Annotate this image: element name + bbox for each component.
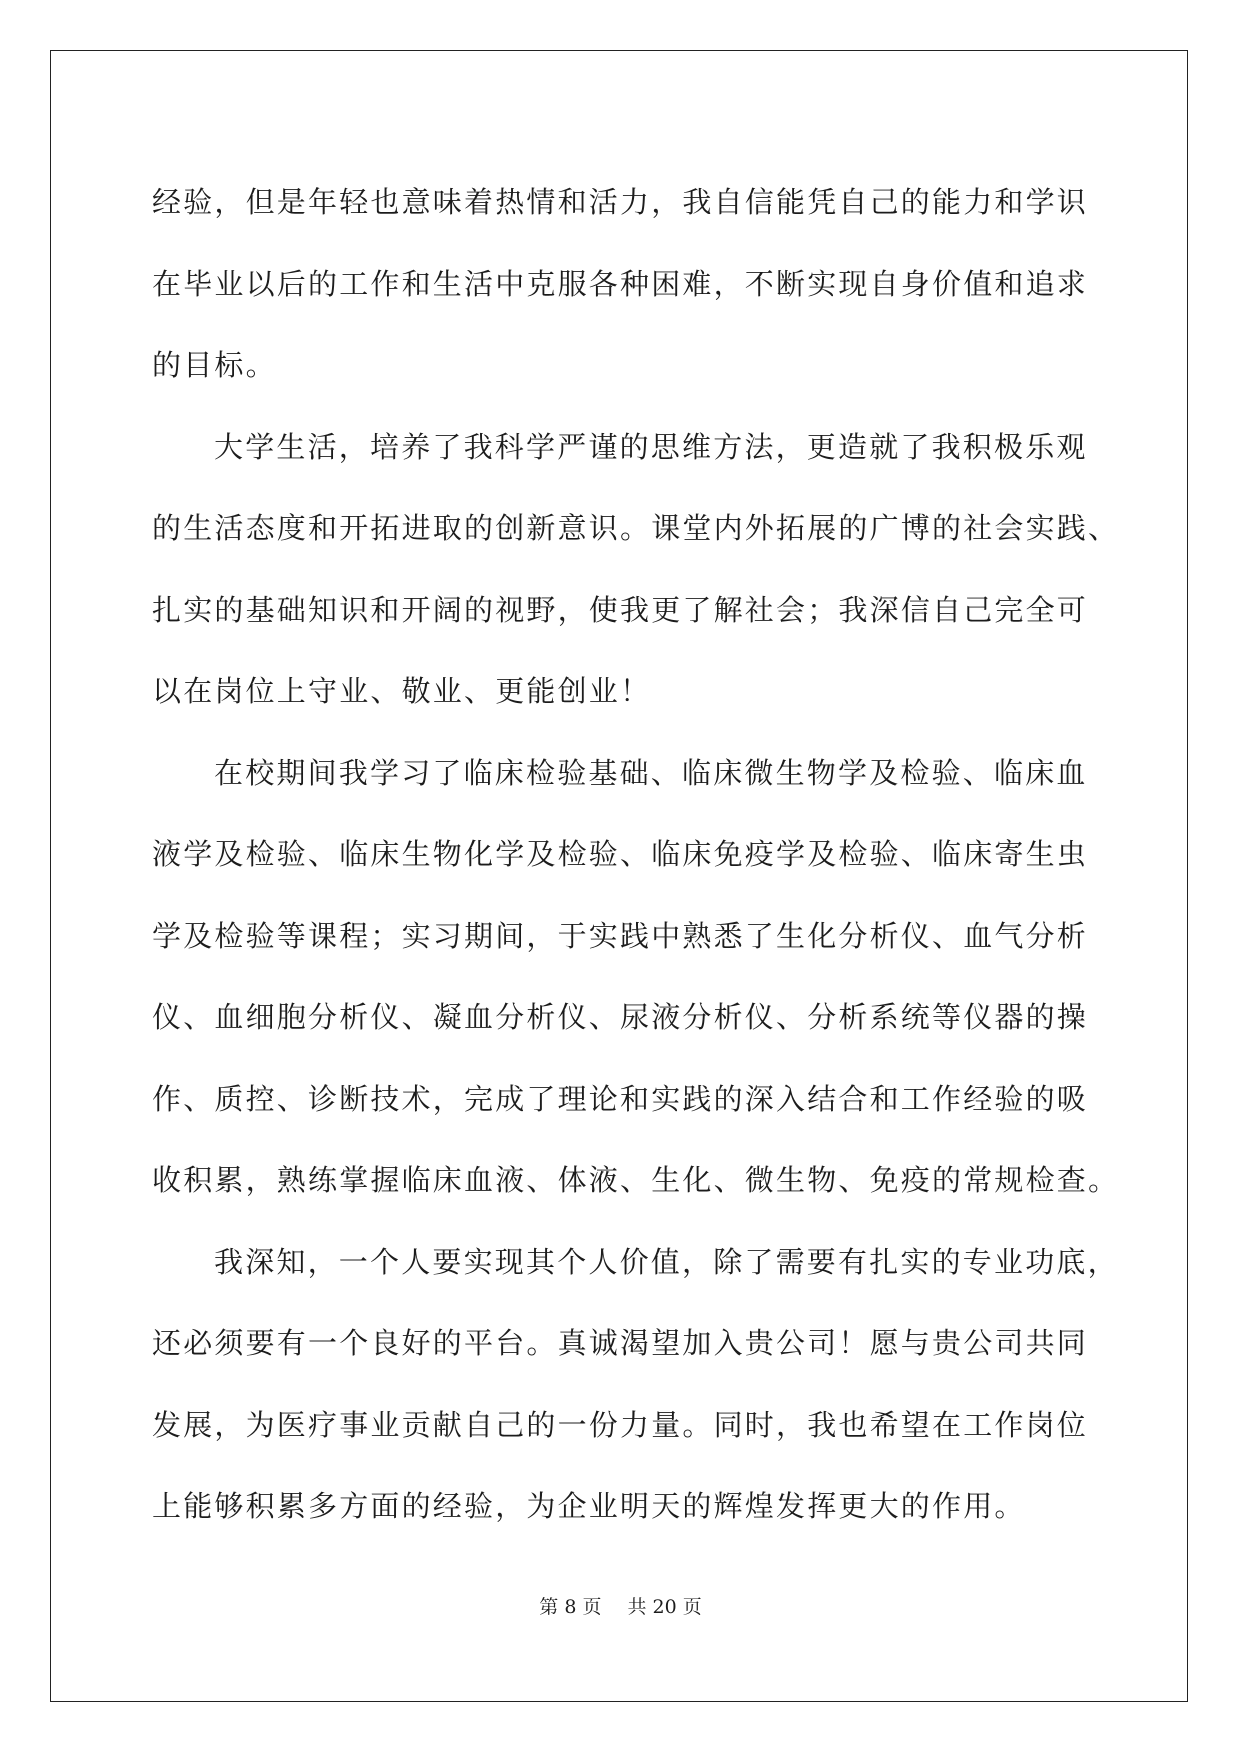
paragraph-1 — [152, 162, 1092, 407]
paragraph-2 — [152, 407, 1120, 733]
text-line: 以在岗位上守业、敬业、更能创业！ — [152, 674, 652, 708]
text-line: 作、质控、诊断技术，完成了理论和实践的深入结合和工作经验的吸 — [152, 1081, 1089, 1116]
paragraph-4 — [152, 1222, 1119, 1548]
paragraph-3 — [152, 733, 1120, 1222]
text-line: 的目标。 — [152, 348, 277, 382]
page-number: 第 8 页 — [539, 1596, 602, 1618]
text-line: 扎实的基础知识和开阔的视野，使我更了解社会；我深信自己完全可 — [152, 592, 1089, 627]
text-line: 在毕业以后的工作和生活中克服各种困难，不断实现自身价值和追求 — [152, 266, 1089, 301]
text-line: 收积累，熟练掌握临床血液、体液、生化、微生物、免疫的常规检查。 — [152, 1163, 1120, 1197]
text-line: 在校期间我学习了临床检验基础、临床微生物学及检验、临床血 — [214, 755, 1088, 790]
text-line: 还必须要有一个良好的平台。真诚渴望加入贵公司！愿与贵公司共同 — [152, 1326, 1089, 1360]
page-footer — [0, 1592, 1241, 1619]
text-line: 学及检验等课程；实习期间，于实践中熟悉了生化分析仪、血气分析 — [152, 918, 1089, 953]
text-line: 仪、血细胞分析仪、凝血分析仪、尿液分析仪、分析系统等仪器的操 — [152, 1000, 1089, 1034]
text-line: 液学及检验、临床生物化学及检验、临床免疫学及检验、临床寄生虫 — [152, 837, 1089, 871]
text-line: 的生活态度和开拓进取的创新意识。课堂内外拓展的广博的社会实践、 — [152, 511, 1120, 545]
text-line: 大学生活，培养了我科学严谨的思维方法，更造就了我积极乐观 — [214, 429, 1088, 464]
text-line: 发展，为医疗事业贡献自己的一份力量。同时，我也希望在工作岗位 — [152, 1407, 1089, 1442]
page-total: 共 20 页 — [627, 1596, 702, 1618]
text-line: 上能够积累多方面的经验，为企业明天的辉煌发挥更大的作用。 — [152, 1489, 1026, 1523]
text-line: 经验，但是年轻也意味着热情和活力，我自信能凭自己的能力和学识 — [152, 185, 1089, 219]
document-body — [152, 162, 1120, 1548]
text-line: 我深知，一个人要实现其个人价值，除了需要有扎实的专业功底， — [214, 1244, 1119, 1279]
